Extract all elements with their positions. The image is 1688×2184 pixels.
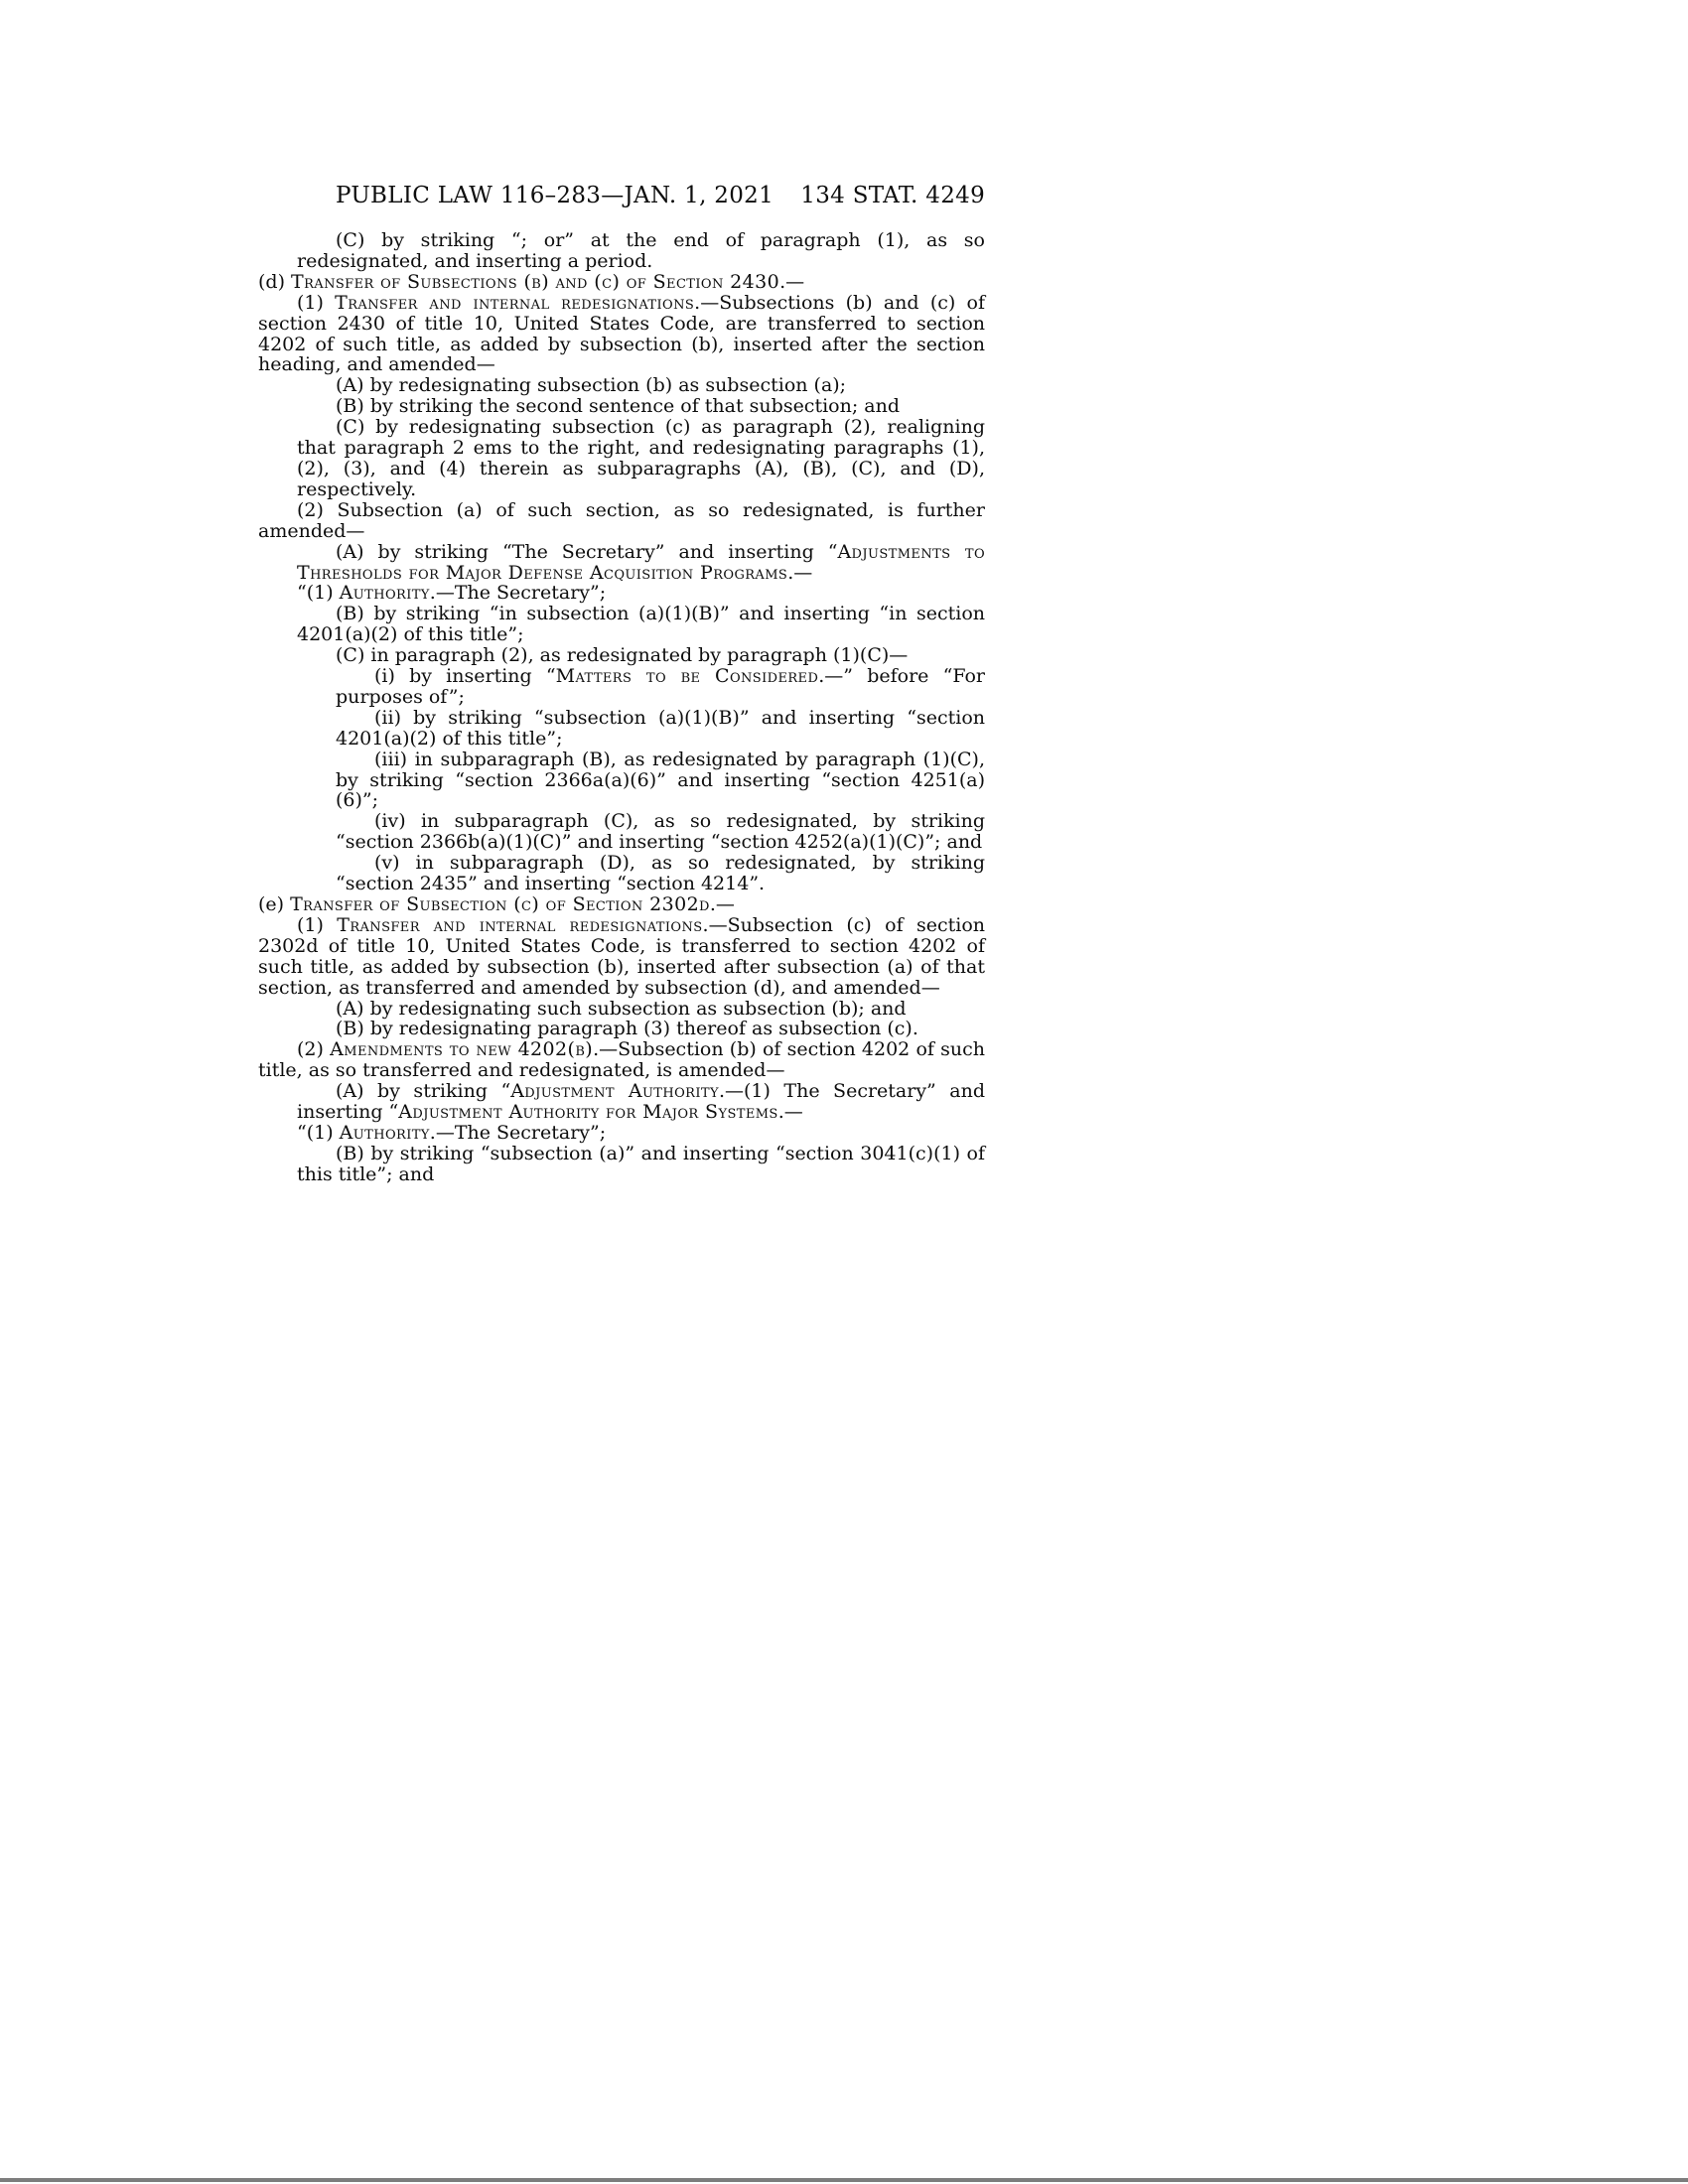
paragraph — [336, 811, 985, 853]
text-run: .—The Secretary”; — [429, 1121, 607, 1144]
paragraph — [297, 999, 985, 1020]
paragraph — [297, 375, 985, 396]
text-run: (d) — [258, 270, 292, 293]
paragraph — [258, 1039, 985, 1081]
paragraph — [258, 894, 985, 915]
text-run: .—The Secretary”; — [429, 582, 607, 605]
text-run: (iii) in subparagraph (B), as redesignated by paragraph (1)(C), by striking “section 2366a(a)(6)” and inserting “section 4251(a)(6)”; — [336, 748, 985, 812]
paragraph — [297, 645, 985, 666]
text-run: (1) — [297, 913, 338, 936]
paragraph — [297, 542, 985, 584]
text-run: .—” before “For purposes of”; — [336, 665, 985, 708]
text-run: (C) by redesignating subsection (c) as paragraph (2), realigning that paragraph 2 ems to the right, and redesignating paragraphs (1), (2), (3), and (4) therein as subparagraphs (A), (B), (C), and (D), respectively. — [297, 416, 985, 500]
text-run: .—(1) The Secretary” and inserting “ — [297, 1080, 985, 1124]
running-header-title: PUBLIC LAW 116–283—JAN. 1, 2021 — [336, 183, 774, 208]
small-caps-run: Transfer and internal redesignations — [335, 291, 695, 314]
paragraph — [336, 708, 985, 750]
text-run: .— — [777, 1101, 803, 1124]
text-run: (C) by striking “; or” at the end of paragraph (1), as so redesignated, and inserting a period. — [297, 229, 985, 272]
paragraph — [258, 500, 985, 542]
text-run: (2) — [297, 1038, 331, 1061]
text-run: (A) by redesignating such subsection as subsection (b); and — [336, 997, 907, 1020]
text-run: .—Subsection (c) of section 2302d of title 10, United States Code, is transferred to section 4202 of such title, as added by subsection (b), inserted after subsection (a) of that section, as transferred and amended by subsection (d), and amended— — [258, 913, 985, 999]
small-caps-run: Adjustment Authority for Major Systems — [398, 1101, 778, 1124]
text-run: .— — [709, 893, 735, 915]
small-caps-run: Transfer and internal redesignations — [337, 913, 703, 936]
paragraph — [297, 1123, 985, 1144]
paragraph — [258, 293, 985, 376]
small-caps-run: Amendments to new 4202(b) — [330, 1038, 594, 1061]
small-caps-run: Transfer of Subsections (b) and (c) of Section 2430 — [291, 270, 780, 293]
text-run: (C) in paragraph (2), as redesignated by paragraph (1)(C)— — [336, 644, 909, 667]
paragraph — [258, 915, 985, 999]
paragraph — [336, 853, 985, 894]
small-caps-run: Matters to be Considered — [555, 665, 819, 688]
paragraph — [297, 1081, 985, 1123]
paragraph — [297, 1144, 985, 1185]
paragraph — [297, 583, 985, 604]
text-run: .—Subsection (b) of section 4202 of such title, as so transferred and redesignated, is amended— — [258, 1038, 986, 1082]
text-run: (B) by striking “in subsection (a)(1)(B)” and inserting “in section 4201(a)(2) of this title”; — [297, 603, 985, 646]
running-header — [258, 183, 985, 208]
small-caps-run: Adjustments to Thresholds for Major Defense Acquisition Programs — [297, 540, 985, 584]
small-caps-run: Transfer of Subsection (c) of Section 2302d — [290, 893, 710, 915]
text-run: “(1) — [297, 1121, 340, 1144]
paragraph — [336, 750, 985, 812]
text-run: (A) by striking “The Secretary” and inserting “ — [336, 540, 838, 563]
paragraph — [297, 396, 985, 417]
text-run: (v) in subparagraph (D), as so redesignated, by striking “section 2435” and inserting “section 4214”. — [336, 852, 985, 895]
text-run: (iv) in subparagraph (C), as so redesignated, by striking “section 2366b(a)(1)(C)” and inserting “section 4252(a)(1)(C)”; and — [336, 810, 985, 854]
small-caps-run: Authority — [339, 582, 430, 605]
text-run: (B) by redesignating paragraph (3) thereof as subsection (c). — [336, 1018, 918, 1040]
text-run: (A) by redesignating subsection (b) as subsection (a); — [336, 374, 847, 397]
paragraph — [258, 272, 985, 293]
text-run: (1) — [297, 291, 336, 314]
text-run: (B) by striking the second sentence of that subsection; and — [336, 395, 901, 418]
text-run: .— — [787, 561, 813, 584]
text-run: “(1) — [297, 582, 340, 605]
paragraph — [297, 230, 985, 272]
text-run: (A) by striking “ — [336, 1080, 511, 1103]
small-caps-run: Authority — [339, 1121, 430, 1144]
page-edge — [0, 2178, 1688, 2182]
text-run: (B) by striking “subsection (a)” and inserting “section 3041(c)(1) of this title”; and — [297, 1142, 985, 1185]
text-run: (ii) by striking “subsection (a)(1)(B)” and inserting “section 4201(a)(2) of this title”; — [336, 706, 985, 750]
paragraph — [297, 1019, 985, 1039]
small-caps-run: Adjustment Authority — [510, 1080, 719, 1103]
text-column — [258, 183, 985, 1185]
paragraph — [336, 666, 985, 708]
text-run: .—Subsections (b) and (c) of section 2430 of title 10, United States Code, are transferred to section 4202 of such title, as added by subsection (b), inserted after the section heading, and amended— — [258, 291, 985, 376]
statute-text — [258, 230, 985, 1185]
paragraph — [297, 604, 985, 645]
stat-page-number: 134 STAT. 4249 — [800, 183, 985, 208]
text-run: (2) Subsection (a) of such section, as so redesignated, is further amended— — [258, 498, 985, 542]
text-run: (e) — [258, 893, 291, 915]
text-run: .— — [779, 270, 805, 293]
paragraph — [297, 417, 985, 500]
text-run: (i) by inserting “ — [374, 665, 556, 688]
